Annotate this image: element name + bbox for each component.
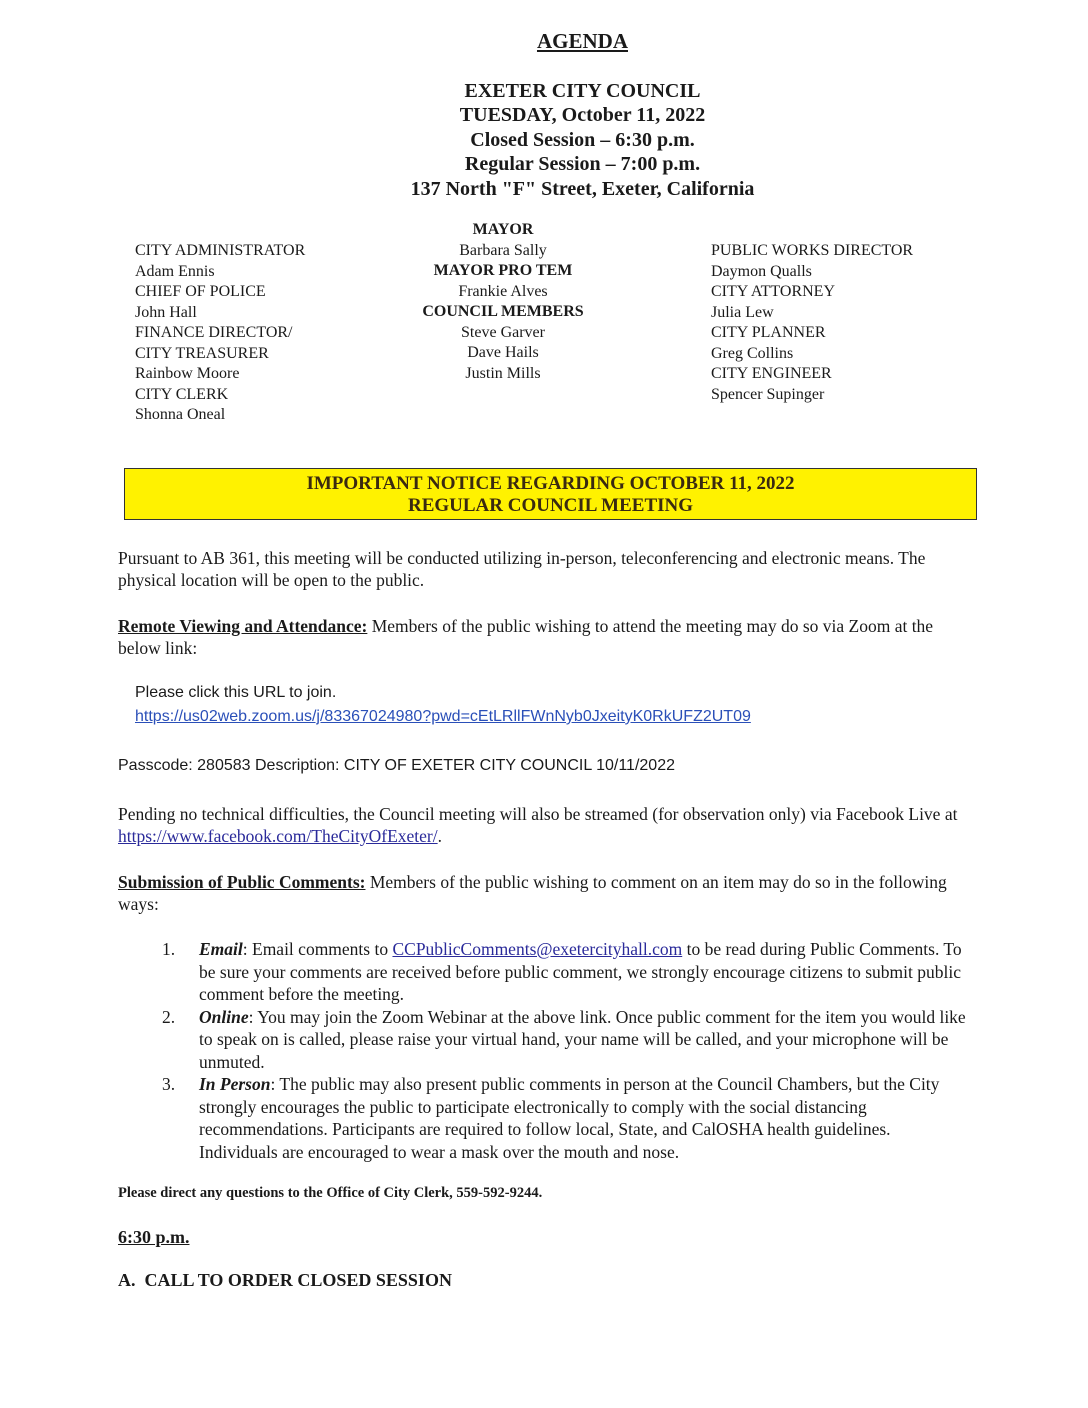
staff-right-line: CITY PLANNER: [711, 324, 826, 341]
staff-left-column: [135, 241, 305, 426]
pro-tem-heading: MAYOR PRO TEM: [433, 262, 573, 279]
meeting-date: TUESDAY, October 11, 2022: [459, 104, 706, 126]
regular-session-time: Regular Session – 7:00 p.m.: [464, 153, 701, 175]
staff-left-line: John Hall: [135, 303, 197, 321]
public-comments-paragraph: [118, 871, 968, 915]
list-item-text: : Email comments to: [242, 939, 393, 959]
staff-right-line: Spencer Supinger: [711, 385, 825, 403]
mayor-name: Barbara Sally: [459, 241, 547, 259]
member-name: Justin Mills: [465, 364, 541, 382]
remote-viewing-paragraph: [118, 615, 968, 659]
list-item-label: In Person: [199, 1074, 271, 1094]
list-item-text: : You may join the Zoom Webinar at the above link. Once public comment for the item you would like to speak on is called, please raise your virtual hand, your name will be called, and your microphone will be unmuted.: [199, 1006, 966, 1072]
staff-left-line: Shonna Oneal: [135, 406, 226, 423]
staff-left-line: FINANCE DIRECTOR/: [135, 324, 293, 341]
council-column: [398, 220, 608, 384]
list-item: [140, 938, 970, 1006]
staff-right-column: [711, 241, 913, 405]
list-item-label: Email: [199, 939, 243, 959]
questions-line: Please direct any questions to the Office of City Clerk, 559-592-9244.: [118, 1185, 543, 1201]
staff-right-line: CITY ENGINEER: [711, 365, 832, 382]
public-comments-text: Members of the public wishing to comment on an item may do so in the following ways:: [118, 872, 947, 914]
list-item-number: 1.: [162, 939, 176, 959]
time-heading: 6:30 p.m.: [118, 1227, 190, 1247]
member-name: Dave Hails: [467, 344, 539, 361]
facebook-link[interactable]: https://www.facebook.com/TheCityOfExeter/: [118, 826, 438, 846]
facebook-text: Pending no technical difficulties, the Council meeting will also be streamed (for observation only) via Facebook Live at: [118, 804, 958, 824]
facebook-paragraph: [118, 803, 968, 847]
comment-methods-list: [140, 938, 970, 1163]
staff-left-line: CHIEF OF POLICE: [135, 283, 266, 300]
members-heading: COUNCIL MEMBERS: [422, 303, 584, 320]
list-item-number: 3.: [162, 1074, 176, 1094]
agenda-title: AGENDA: [536, 29, 628, 53]
meeting-address: 137 North "F" Street, Exeter, California: [410, 178, 755, 200]
member-name: Steve Garver: [461, 323, 545, 341]
section-a-heading: A. CALL TO ORDER CLOSED SESSION: [118, 1270, 452, 1290]
intro-paragraph: Pursuant to AB 361, this meeting will be conducted utilizing in-person, teleconferencing and electronic means. The physical location will be open to the public.: [118, 548, 926, 590]
list-item-label: Online: [199, 1006, 249, 1027]
staff-left-line: Adam Ennis: [135, 262, 215, 280]
staff-left-line: Rainbow Moore: [135, 365, 240, 382]
list-item: [140, 1006, 970, 1074]
staff-right-line: Julia Lew: [711, 303, 774, 321]
pro-tem-name: Frankie Alves: [458, 282, 548, 300]
passcode-line: Passcode: 280583 Description: CITY OF EXETER CITY COUNCIL 10/11/2022: [118, 757, 675, 774]
email-link[interactable]: CCPublicComments@exetercityhall.com: [392, 939, 683, 959]
notice-line-2: REGULAR COUNCIL MEETING: [407, 495, 694, 516]
staff-right-line: Greg Collins: [711, 344, 794, 362]
list-item-text: to be read during Public Comments. To be sure your comments are received before public comment, we strongly encourage citizens to submit public comment before the meeting.: [199, 939, 962, 1004]
list-item: [140, 1073, 970, 1163]
public-comments-heading: Submission of Public Comments:: [118, 872, 366, 892]
zoom-link[interactable]: https://us02web.zoom.us/j/83367024980?pwd=cEtLRllFWnNyb0JxeityK0RkUFZ2UT09: [135, 708, 751, 725]
remote-viewing-text: Members of the public wishing to attend the meeting may do so via Zoom at the below link:: [118, 616, 934, 658]
list-item-number: 2.: [162, 1006, 176, 1027]
click-url-text: Please click this URL to join.: [135, 684, 337, 701]
staff-right-line: CITY ATTORNEY: [711, 283, 835, 300]
mayor-heading: MAYOR: [472, 221, 534, 238]
staff-left-line: CITY TREASURER: [135, 344, 269, 362]
staff-right-line: PUBLIC WORKS DIRECTOR: [711, 242, 914, 259]
list-item-text: : The public may also present public comments in person at the Council Chambers, but the City strongly encourages the public to participate electronically to comply with the social distancing recommendations. Participants are required to follow local, State, and CalOSHA health guidelines. Individuals are encouraged to wear a mask over the mouth and nose.: [199, 1074, 940, 1162]
staff-right-line: Daymon Qualls: [711, 262, 812, 280]
staff-left-line: CITY CLERK: [135, 385, 229, 403]
council-name: EXETER CITY COUNCIL: [464, 80, 701, 102]
remote-viewing-heading: Remote Viewing and Attendance:: [118, 616, 368, 636]
important-notice-box: [124, 468, 977, 520]
notice-line-1: IMPORTANT NOTICE REGARDING OCTOBER 11, 2022: [306, 473, 795, 494]
staff-left-line: CITY ADMINISTRATOR: [135, 242, 306, 259]
closed-session-time: Closed Session – 6:30 p.m.: [470, 129, 695, 151]
facebook-end: .: [437, 826, 442, 846]
